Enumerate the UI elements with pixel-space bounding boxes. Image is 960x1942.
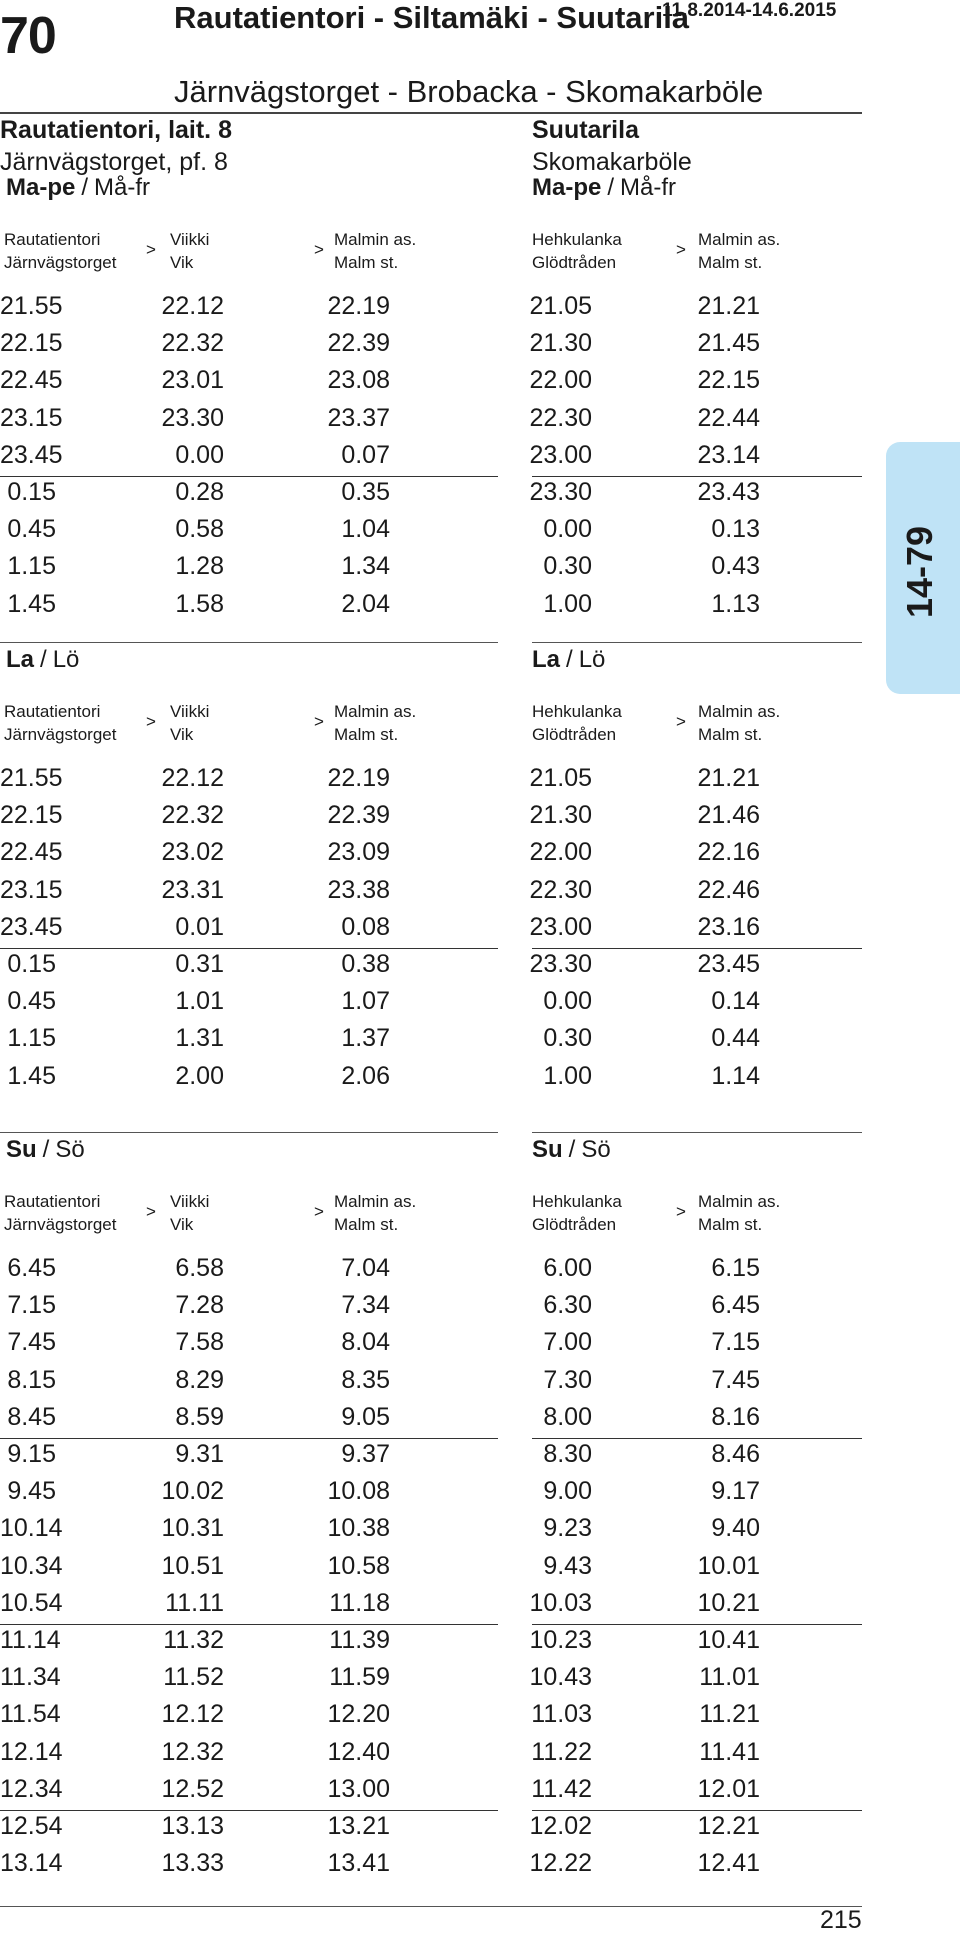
departure-time: 22.32 [161,329,224,358]
departure-time: 6.45 [711,1291,760,1320]
left-col-header-sv: Järnvägstorget [4,253,117,272]
right-stop-finnish: Suutarila [532,116,639,144]
departure-time: 1.04 [341,515,390,544]
day-heading-right [532,174,676,202]
departure-time: 11.59 [329,1663,390,1692]
validity-period: 11.8.2014-14.6.2015 [662,0,837,21]
row-group-separator [0,948,498,949]
departure-time: 23.15 [0,403,63,432]
section-divider-right [532,642,862,643]
departure-time: 22.45 [0,366,63,395]
departure-time: 12.32 [161,1737,224,1766]
departure-time: 0.38 [341,950,390,978]
departure-time: 1.37 [341,1024,390,1053]
departure-time: 11.03 [531,1700,592,1729]
day-heading-left [6,1136,85,1164]
departure-time: 9.05 [341,1402,390,1431]
left-col-header-fi: Rautatientori [4,1192,101,1211]
left-col-header-fi: Viikki [170,1192,210,1211]
arrow-icon: > [146,240,156,259]
departure-time: 11.22 [531,1737,592,1766]
left-col-header-sv: Vik [170,253,194,272]
departure-time: 10.34 [0,1551,63,1580]
departure-time: 1.14 [711,1061,760,1090]
departure-time: 11.32 [163,1626,224,1654]
departure-time: 10.21 [697,1588,760,1617]
departure-time: 11.34 [0,1663,61,1692]
departure-time: 0.07 [341,440,390,469]
day-swedish: Lö [578,646,606,673]
departure-time: 0.58 [175,515,224,544]
day-separator: / [40,646,47,673]
departure-time: 22.15 [0,801,63,830]
departure-time: 12.34 [0,1774,63,1803]
departure-time: 23.45 [0,440,63,469]
departure-time: 9.17 [711,1477,760,1506]
day-swedish: Lö [52,646,80,673]
departure-time: 12.54 [0,1812,63,1840]
departure-time: 23.30 [529,478,592,506]
right-col-header-fi: Malmin as. [698,1192,781,1211]
departure-time: 23.14 [697,440,760,469]
departure-time: 2.06 [341,1061,390,1090]
departure-time: 0.08 [341,912,390,941]
departure-time: 23.30 [529,950,592,978]
departure-time: 8.15 [7,1365,56,1394]
arrow-icon: > [676,712,686,731]
right-col-header-sv: Malm st. [698,725,763,744]
departure-time: 0.01 [175,912,224,941]
departure-time: 13.14 [0,1849,63,1878]
day-separator: / [42,1136,50,1163]
day-finnish: Ma-pe [6,174,76,201]
departure-time: 6.58 [175,1254,224,1282]
right-col-header-sv: Glödtråden [532,725,617,744]
departure-time: 0.45 [7,987,56,1016]
left-col-header-fi: Malmin as. [334,702,417,721]
departure-time: 7.00 [543,1328,592,1357]
departure-time: 12.12 [161,1700,224,1729]
day-finnish: La [532,646,561,673]
left-col-header-sv: Malm st. [334,253,399,272]
departure-time: 9.23 [543,1514,592,1543]
day-finnish: Ma-pe [532,174,602,201]
departure-time: 23.09 [327,838,390,867]
departure-time: 23.02 [161,838,224,867]
departure-time: 11.39 [329,1626,390,1654]
departure-time: 1.07 [341,987,390,1016]
departure-time: 0.15 [7,950,56,978]
departure-time: 13.00 [327,1774,390,1803]
departure-time: 23.43 [697,478,760,506]
departure-time: 22.39 [327,801,390,830]
departure-time: 7.58 [175,1328,224,1357]
departure-time: 10.31 [161,1514,224,1543]
day-separator: / [568,1136,576,1163]
left-col-header-fi: Malmin as. [334,230,417,249]
day-heading-left [6,646,79,674]
departure-time: 1.31 [175,1024,224,1053]
departure-time: 10.51 [161,1551,224,1580]
departure-time: 22.00 [529,838,592,867]
departure-time: 21.21 [697,764,760,792]
right-col-header-sv: Glödtråden [532,253,617,272]
left-col-header-fi: Rautatientori [4,702,101,721]
arrow-icon: > [314,1202,324,1221]
departure-time: 22.00 [529,366,592,395]
departure-time: 22.30 [529,403,592,432]
left-col-header-sv: Malm st. [334,1215,399,1234]
arrow-icon: > [314,240,324,259]
departure-time: 23.08 [327,366,390,395]
departure-time: 21.30 [529,329,592,358]
departure-time: 8.16 [711,1402,760,1431]
departure-time: 23.37 [327,403,390,432]
departure-time: 6.15 [711,1254,760,1282]
departure-time: 0.00 [543,515,592,544]
departure-time: 12.20 [327,1700,390,1729]
departure-time: 8.29 [175,1365,224,1394]
header-divider [0,112,862,114]
departure-time: 21.45 [697,329,760,358]
day-separator: / [566,646,573,673]
departure-time: 22.46 [697,875,760,904]
departure-time: 22.45 [0,838,63,867]
departure-time: 23.45 [697,950,760,978]
departure-time: 23.30 [161,403,224,432]
departure-time: 10.03 [529,1588,592,1617]
departure-time: 1.28 [175,552,224,581]
departure-time: 10.43 [529,1663,592,1692]
departure-time: 21.21 [697,292,760,320]
departure-time: 22.19 [327,292,390,320]
row-group-separator [0,1810,498,1811]
left-col-header-fi: Viikki [170,702,210,721]
left-col-header-fi: Viikki [170,230,210,249]
departure-time: 22.15 [697,366,760,395]
departure-time: 11.21 [699,1700,760,1729]
departure-time: 22.32 [161,801,224,830]
departure-time: 0.13 [711,515,760,544]
right-col-header-fi: Malmin as. [698,702,781,721]
departure-time: 9.00 [543,1477,592,1506]
departure-time: 23.15 [0,875,63,904]
left-col-header-fi: Rautatientori [4,230,101,249]
departure-time: 21.30 [529,801,592,830]
departure-time: 8.35 [341,1365,390,1394]
departure-time: 7.34 [341,1291,390,1320]
departure-time: 9.43 [543,1551,592,1580]
departure-time: 23.00 [529,912,592,941]
departure-time: 8.46 [711,1440,760,1468]
right-col-header-sv: Glödtråden [532,1215,617,1234]
arrow-icon: > [676,1202,686,1221]
left-col-header-sv: Vik [170,725,194,744]
departure-time: 6.30 [543,1291,592,1320]
departure-time: 1.00 [543,1061,592,1090]
departure-time: 12.21 [697,1812,760,1840]
page-number: 215 [820,1906,862,1934]
departure-time: 1.01 [175,987,224,1016]
departure-time: 10.58 [327,1551,390,1580]
departure-time: 10.08 [327,1477,390,1506]
left-col-header-fi: Malmin as. [334,1192,417,1211]
departure-time: 10.41 [697,1626,760,1654]
departure-time: 1.15 [7,552,56,581]
left-stop-swedish: Järnvägstorget, pf. 8 [0,148,228,176]
right-col-header-fi: Hehkulanka [532,1192,622,1211]
departure-time: 23.01 [161,366,224,395]
departure-time: 1.45 [7,1061,56,1090]
departure-time: 9.37 [341,1440,390,1468]
row-group-separator [0,1624,498,1625]
departure-time: 6.00 [543,1254,592,1282]
departure-time: 1.00 [543,589,592,618]
departure-time: 7.04 [341,1254,390,1282]
departure-time: 0.31 [175,950,224,978]
day-heading-right [532,1136,611,1164]
departure-time: 6.45 [7,1254,56,1282]
right-col-header-sv: Malm st. [698,253,763,272]
departure-time: 1.34 [341,552,390,581]
day-finnish: Su [6,1136,37,1163]
departure-time: 0.14 [711,987,760,1016]
departure-time: 22.16 [697,838,760,867]
day-separator: / [81,174,89,201]
departure-time: 10.14 [0,1514,63,1543]
departure-time: 22.15 [0,329,63,358]
departure-time: 9.31 [175,1440,224,1468]
departure-time: 22.12 [161,764,224,792]
day-finnish: Su [532,1136,563,1163]
departure-time: 22.30 [529,875,592,904]
arrow-icon: > [146,1202,156,1221]
departure-time: 2.04 [341,589,390,618]
departure-time: 13.33 [161,1849,224,1878]
departure-time: 2.00 [175,1061,224,1090]
departure-time: 11.11 [165,1588,224,1617]
line-range-label: 14-79 [899,525,940,618]
right-col-header-fi: Malmin as. [698,230,781,249]
departure-time: 0.30 [543,1024,592,1053]
departure-time: 0.00 [543,987,592,1016]
departure-time: 13.13 [161,1812,224,1840]
departure-time: 0.44 [711,1024,760,1053]
day-separator: / [607,174,615,201]
departure-time: 22.12 [161,292,224,320]
arrow-icon: > [146,712,156,731]
day-heading-left [6,174,150,202]
day-heading-right [532,646,605,674]
row-group-separator [532,1624,862,1625]
departure-time: 1.58 [175,589,224,618]
departure-time: 12.41 [697,1849,760,1878]
departure-time: 8.00 [543,1402,592,1431]
row-group-separator [0,476,498,477]
departure-time: 23.45 [0,912,63,941]
departure-time: 12.01 [697,1774,760,1803]
row-group-separator [532,476,862,477]
departure-time: 23.38 [327,875,390,904]
row-group-separator [532,1810,862,1811]
departure-time: 12.14 [0,1737,63,1766]
departure-time: 11.14 [0,1626,61,1654]
departure-time: 23.16 [697,912,760,941]
departure-time: 0.35 [341,478,390,506]
right-col-header-sv: Malm st. [698,1215,763,1234]
departure-time: 10.01 [697,1551,760,1580]
row-group-separator [532,1438,862,1439]
arrow-icon: > [676,240,686,259]
footer-divider [0,1906,862,1907]
departure-time: 1.45 [7,589,56,618]
departure-time: 12.52 [161,1774,224,1803]
departure-time: 13.41 [327,1849,390,1878]
departure-time: 9.15 [7,1440,56,1468]
row-group-separator [0,1438,498,1439]
departure-time: 7.15 [711,1328,760,1357]
left-col-header-sv: Järnvägstorget [4,1215,117,1234]
departure-time: 12.22 [529,1849,592,1878]
departure-time: 0.28 [175,478,224,506]
departure-time: 10.23 [529,1626,592,1654]
departure-time: 23.00 [529,440,592,469]
departure-time: 11.41 [699,1737,760,1766]
departure-time: 0.43 [711,552,760,581]
departure-time: 22.44 [697,403,760,432]
departure-time: 11.42 [531,1774,592,1803]
departure-time: 8.59 [175,1402,224,1431]
departure-time: 22.19 [327,764,390,792]
departure-time: 0.00 [175,440,224,469]
departure-time: 11.54 [0,1700,61,1729]
departure-time: 12.40 [327,1737,390,1766]
left-col-header-sv: Malm st. [334,725,399,744]
departure-time: 10.54 [0,1588,63,1617]
departure-time: 8.45 [7,1402,56,1431]
departure-time: 23.31 [161,875,224,904]
departure-time: 10.38 [327,1514,390,1543]
right-stop-swedish: Skomakarböle [532,148,692,176]
departure-time: 11.18 [329,1588,390,1617]
left-stop-finnish: Rautatientori, lait. 8 [0,116,232,144]
departure-time: 22.39 [327,329,390,358]
departure-time: 9.45 [7,1477,56,1506]
departure-time: 11.01 [699,1663,760,1692]
departure-time: 21.55 [0,292,63,320]
arrow-icon: > [314,712,324,731]
departure-time: 8.30 [543,1440,592,1468]
departure-time: 7.45 [711,1365,760,1394]
departure-time: 1.13 [711,589,760,618]
day-swedish: Sö [55,1136,85,1163]
day-swedish: Må-fr [620,174,677,201]
departure-time: 21.55 [0,764,63,792]
line-range-tab [886,442,960,694]
departure-time: 12.02 [529,1812,592,1840]
route-title-finnish: Rautatientori - Siltamäki - Suutarila [174,0,690,35]
route-number: 70 [0,7,56,65]
row-group-separator [532,948,862,949]
departure-time: 7.28 [175,1291,224,1320]
left-col-header-sv: Vik [170,1215,194,1234]
right-col-header-fi: Hehkulanka [532,702,622,721]
day-finnish: La [6,646,35,673]
departure-time: 13.21 [327,1812,390,1840]
departure-time: 7.45 [7,1328,56,1357]
departure-time: 8.04 [341,1328,390,1357]
departure-time: 21.05 [529,764,592,792]
departure-time: 7.15 [7,1291,56,1320]
departure-time: 0.15 [7,478,56,506]
departure-time: 10.02 [161,1477,224,1506]
day-swedish: Må-fr [94,174,151,201]
left-col-header-sv: Järnvägstorget [4,725,117,744]
departure-time: 9.40 [711,1514,760,1543]
departure-time: 21.05 [529,292,592,320]
right-col-header-fi: Hehkulanka [532,230,622,249]
departure-time: 0.30 [543,552,592,581]
section-divider-left [0,1132,498,1133]
departure-time: 21.46 [697,801,760,830]
departure-time: 0.45 [7,515,56,544]
departure-time: 1.15 [7,1024,56,1053]
departure-time: 7.30 [543,1365,592,1394]
section-divider-left [0,642,498,643]
section-divider-right [532,1132,862,1133]
departure-time: 11.52 [163,1663,224,1692]
day-swedish: Sö [581,1136,611,1163]
route-title-swedish: Järnvägstorget - Brobacka - Skomakarböle [174,74,764,109]
